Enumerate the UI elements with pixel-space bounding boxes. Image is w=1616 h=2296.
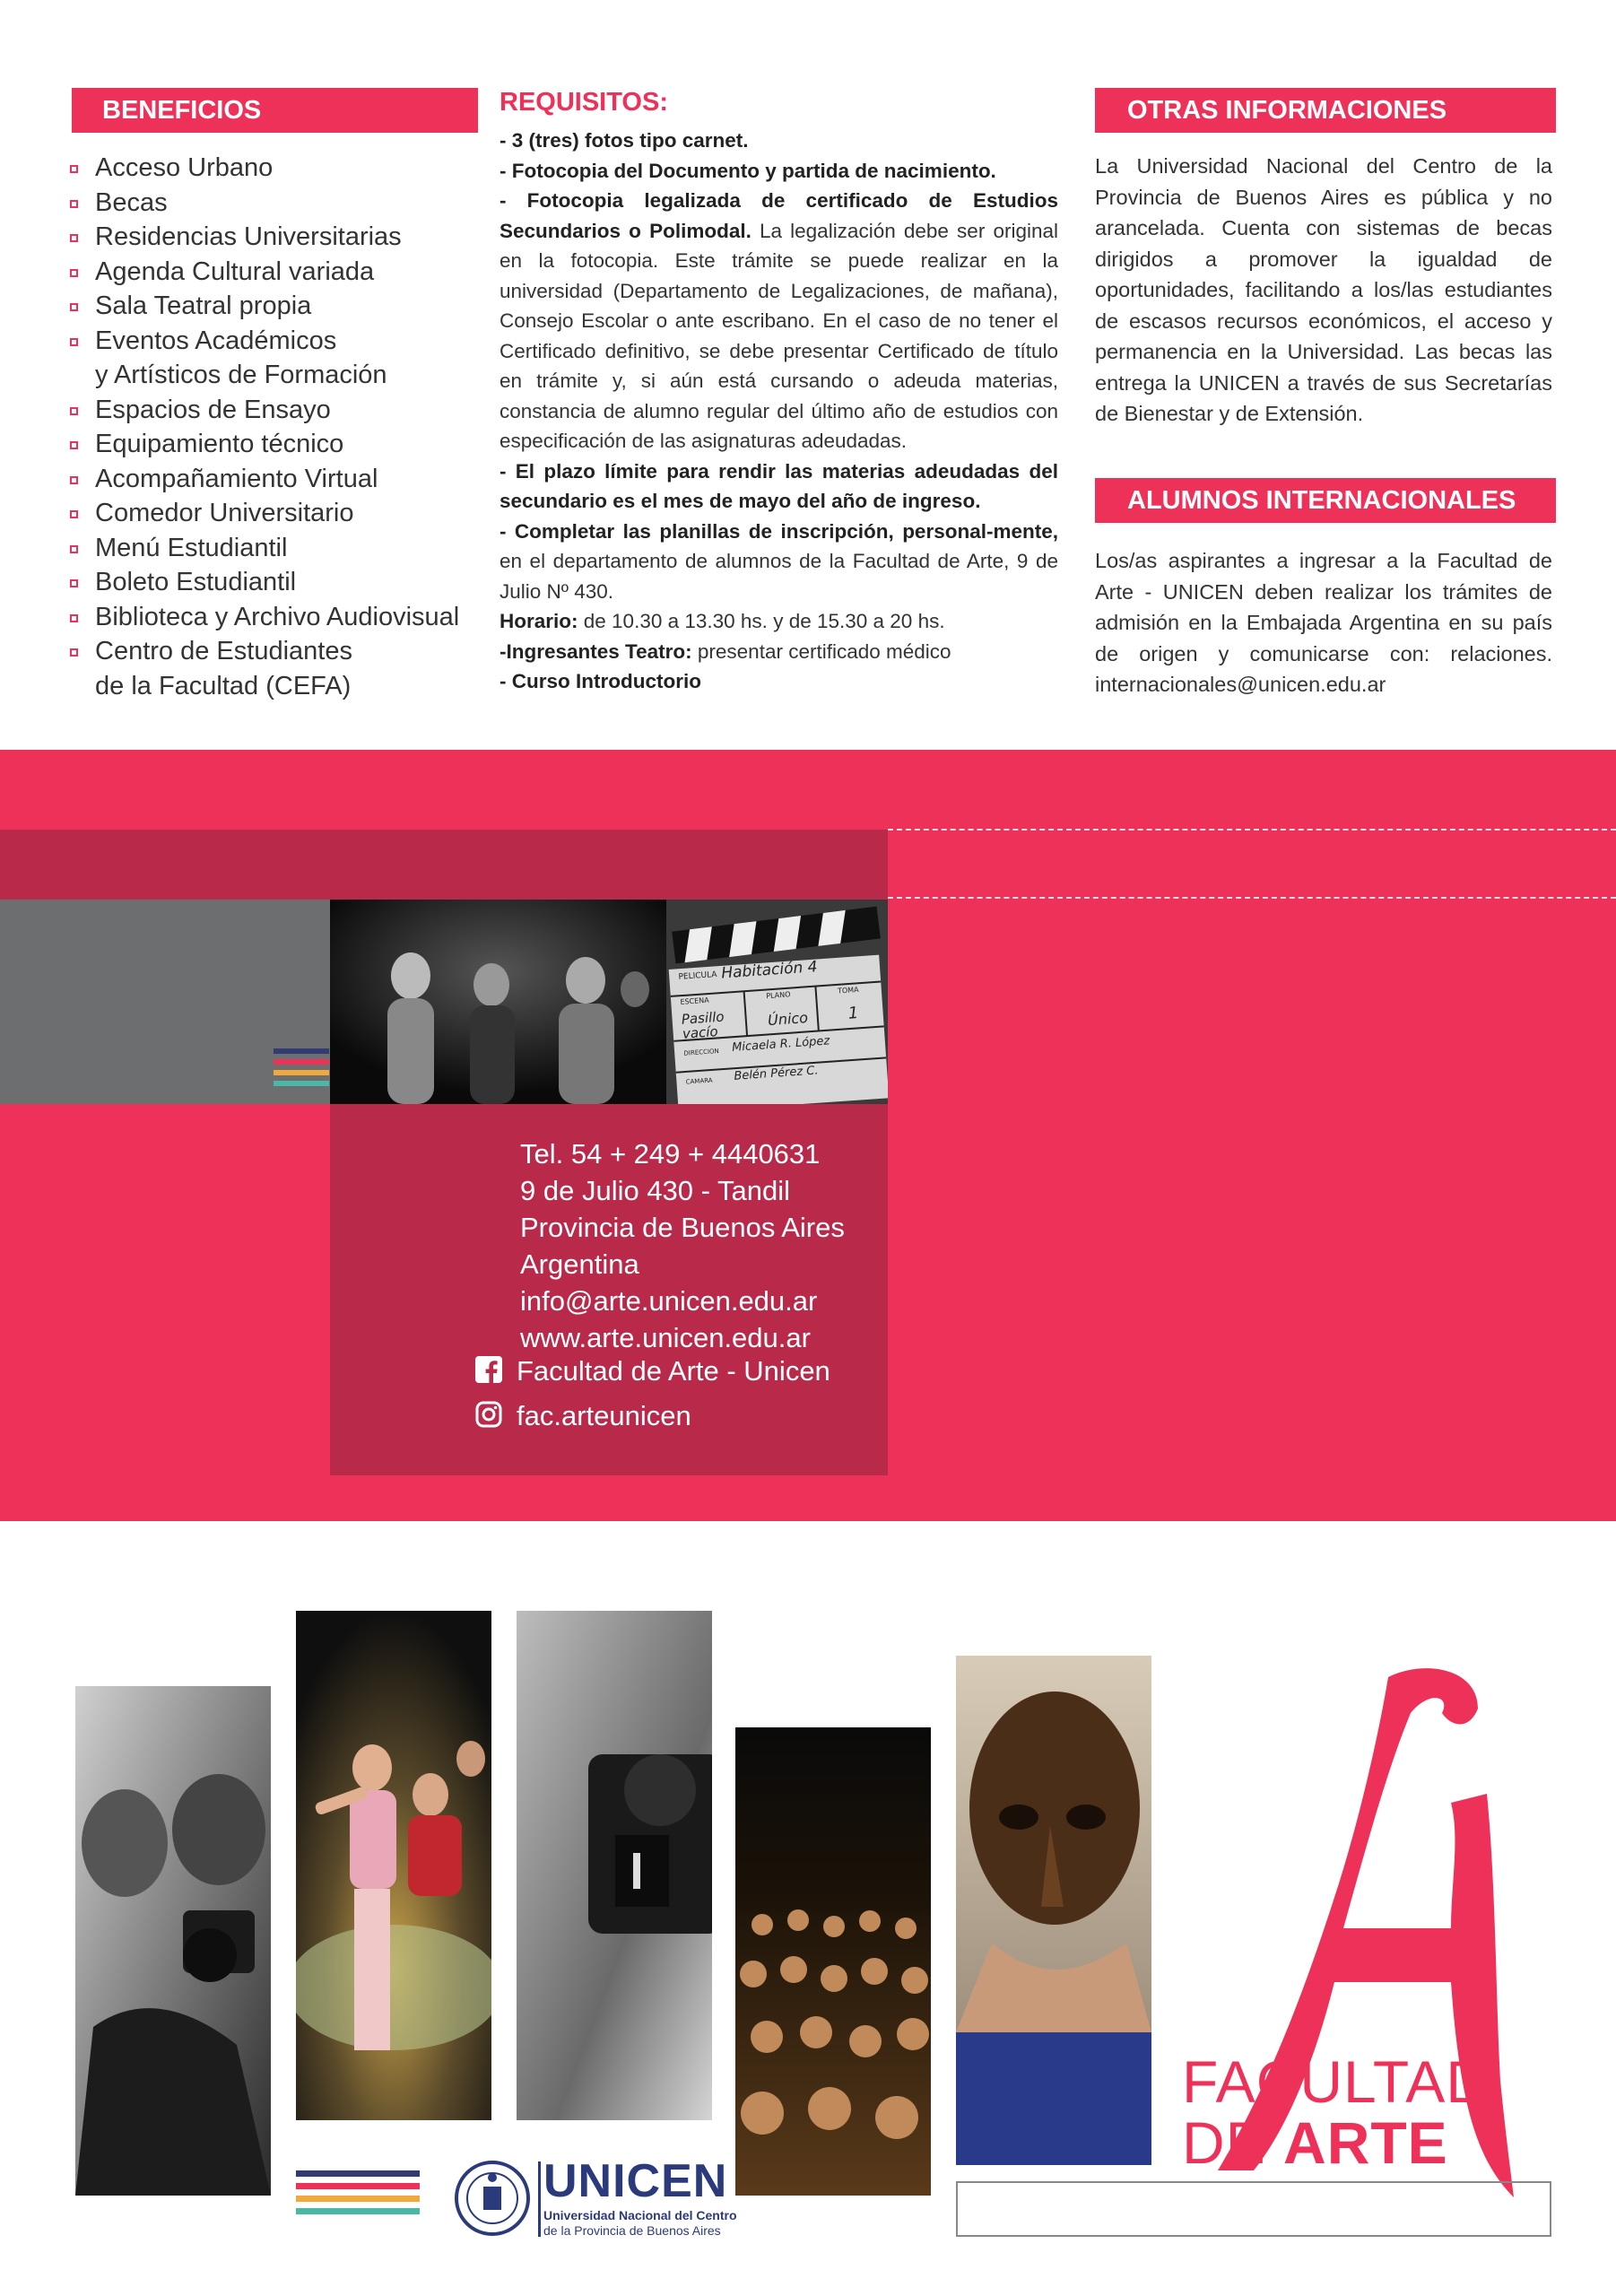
list-item: Residencias Universitarias [68,220,459,255]
list-item: Sala Teatral propia [68,289,459,324]
square-bullet-icon [70,407,78,415]
square-bullet-icon [70,614,78,622]
beneficios-list [68,151,459,703]
square-bullet-icon [70,200,78,208]
clapper-plano: Único [767,1008,809,1030]
square-bullet-icon [70,545,78,553]
unicen-name: UNICEN [543,2155,728,2207]
list-item: Becas [68,186,459,221]
clapper-escena: Pasillo vacío [681,1008,725,1042]
list-item: Menú Estudiantil [68,531,459,566]
square-bullet-icon [70,441,78,449]
internacionales-text: Los/as aspirantes a ingresar a la Facultad de Arte - UNICEN deben realizar los trámites de admisión en la Embajada Argentina en su país de origen y comunicarse con: relaciones. internacionales@unicen.edu.ar [1095,549,1552,696]
clapper-pelicula-label: PELICULA [678,970,717,982]
teatro-label: -Ingresantes Teatro: [500,639,692,663]
mask-photo [956,1656,1151,2165]
otras-title: OTRAS INFORMACIONES [1127,96,1447,125]
requisito-plazo: - El plazo límite para rendir las materias adeudadas del secundario es el mes de mayo del año de ingreso. [500,459,1058,512]
clapper-direccion: Micaela R. López [731,1034,830,1055]
clapper-toma-label: TOMA [837,985,859,996]
clapper-escena-label: ESCENA [680,996,709,1006]
square-bullet-icon [70,476,78,484]
requisitos-body [500,126,1058,697]
otras-header [1095,88,1556,133]
list-item: Biblioteca y Archivo Audiovisual [68,600,459,635]
requisito-fotos: - 3 (tres) fotos tipo carnet. [500,129,749,152]
requisito-planillas-detail: en el departamento de alumnos de la Facultad de Arte, 9 de Julio Nº 430. [500,550,1058,603]
contact-province: Provincia de Buenos Aires [520,1212,845,1243]
clapper-camara: Belén Pérez C. [733,1064,819,1083]
color-stripes-icon [274,1048,329,1091]
clapper-direccion-label: DIRECCION [683,1047,720,1057]
unicen-divider [538,2161,541,2237]
unicen-seal-icon [454,2160,531,2237]
contact-email[interactable]: info@arte.unicen.edu.ar [520,1285,818,1317]
list-item: Acompañamiento Virtual [68,462,459,497]
clapper-plano-label: PLANO [765,990,791,1001]
contact-website[interactable]: www.arte.unicen.edu.ar [520,1322,811,1353]
square-bullet-icon [70,648,78,657]
requisito-planillas: - Completar las planillas de inscripción, personal-mente, [500,519,1058,543]
bottom-color-stripes-icon [296,2170,420,2214]
requisito-certificado-detail: La legalización debe ser original en la fotocopia. Este trámite se puede realizar en la universidad (Departamento de Legalizaciones, de mañana), Consejo Escolar o ante escribano. En el caso de no tener el Certificado definitivo, se debe presentar Certificado de título en trámite y, si aún está cursando o adeuda materias, constancia de alumno regular del último año de estudios con especificación de las asignaturas adeudadas. [500,219,1058,452]
audience-photo [735,1727,931,2196]
list-item: Agenda Cultural variada [68,255,459,290]
list-item-continuation: y Artísticos de Formación [95,361,387,389]
facebook-link[interactable] [475,1355,830,1390]
unicen-sub2: de la Provincia de Buenos Aires [543,2223,721,2238]
contact-phone: Tel. 54 + 249 + 4440631 [520,1138,821,1170]
list-item: Boleto Estudiantil [68,565,459,600]
square-bullet-icon [70,269,78,277]
facultad-arte: ARTE [1283,2109,1448,2176]
teatro-value: presentar certificado médico [691,639,951,663]
square-bullet-icon [70,165,78,173]
clapperboard-photo [666,900,888,1104]
list-item: Acceso Urbano [68,151,459,186]
clapper-camara-label: CAMARA [685,1076,713,1086]
dashed-line-bottom [888,897,1616,899]
internacionales-title: ALUMNOS INTERNACIONALES [1127,486,1516,515]
stage-performance-photo [296,1611,491,2120]
clapper-title: Habitación 4 [720,958,819,983]
instagram-link[interactable] [475,1400,691,1435]
otras-text: La Universidad Nacional del Centro de la Provincia de Buenos Aires es pública y no arancelada. Cuenta con sistemas de becas dirigidos a promover la igualdad de oportunidades, facilitando a los/las estudiantes de escasos recursos económicos, el acceso y permanencia en la Universidad. Las becas las entrega la UNICEN a través de sus Secretarías de Bienestar y de Extensión. [1095,154,1552,425]
list-item: Centro de Estudiantes [68,634,459,669]
square-bullet-icon [70,338,78,346]
curso-introductorio: - Curso Introductorio [500,670,701,692]
facebook-label: Facultad de Arte - Unicen [517,1355,830,1387]
internacionales-header [1095,478,1556,523]
dashed-line-top [888,829,1616,831]
horario-value: de 10.30 a 13.30 hs. y de 15.30 a 20 hs. [578,610,945,632]
square-bullet-icon [70,303,78,311]
square-bullet-icon [70,234,78,242]
requisito-certificado: - Fotocopia legalizada de certificado de Estudios Secundarios o Polimodal. [500,189,1058,242]
unicen-sub1: Universidad Nacional del Centro [543,2208,737,2222]
list-item-continuation: de la Facultad (CEFA) [95,671,352,700]
facebook-icon [475,1356,502,1390]
camera-closeup-photo [517,1611,712,2120]
dark-band [0,830,888,900]
instagram-icon [475,1401,502,1435]
camera-operator-photo [75,1686,271,2196]
square-bullet-icon [70,579,78,587]
empty-frame [956,2181,1551,2237]
unicen-logo [454,2155,737,2239]
instagram-label: fac.arteunicen [517,1400,691,1431]
requisitos-title: REQUISITOS: [500,88,668,117]
facultad-de: DE [1182,2109,1284,2176]
theater-photo [330,900,666,1104]
list-item: Espacios de Ensayo [68,393,459,428]
clapper-toma: 1 [847,1004,860,1023]
square-bullet-icon [70,510,78,518]
contact-country: Argentina [520,1248,639,1280]
contact-info [520,1135,845,1356]
beneficios-header [72,88,478,133]
list-item: Equipamiento técnico [68,427,459,462]
horario-label: Horario: [500,610,578,632]
list-item: Eventos Académicos [68,324,459,359]
list-item: Comedor Universitario [68,496,459,531]
facultad-line2 [1182,2109,1448,2176]
contact-address: 9 de Julio 430 - Tandil [520,1175,791,1206]
beneficios-title: BENEFICIOS [102,96,262,125]
facultad-line1: FACULTAD [1182,2048,1490,2115]
requisito-documento: - Fotocopia del Documento y partida de nacimiento. [500,159,996,182]
